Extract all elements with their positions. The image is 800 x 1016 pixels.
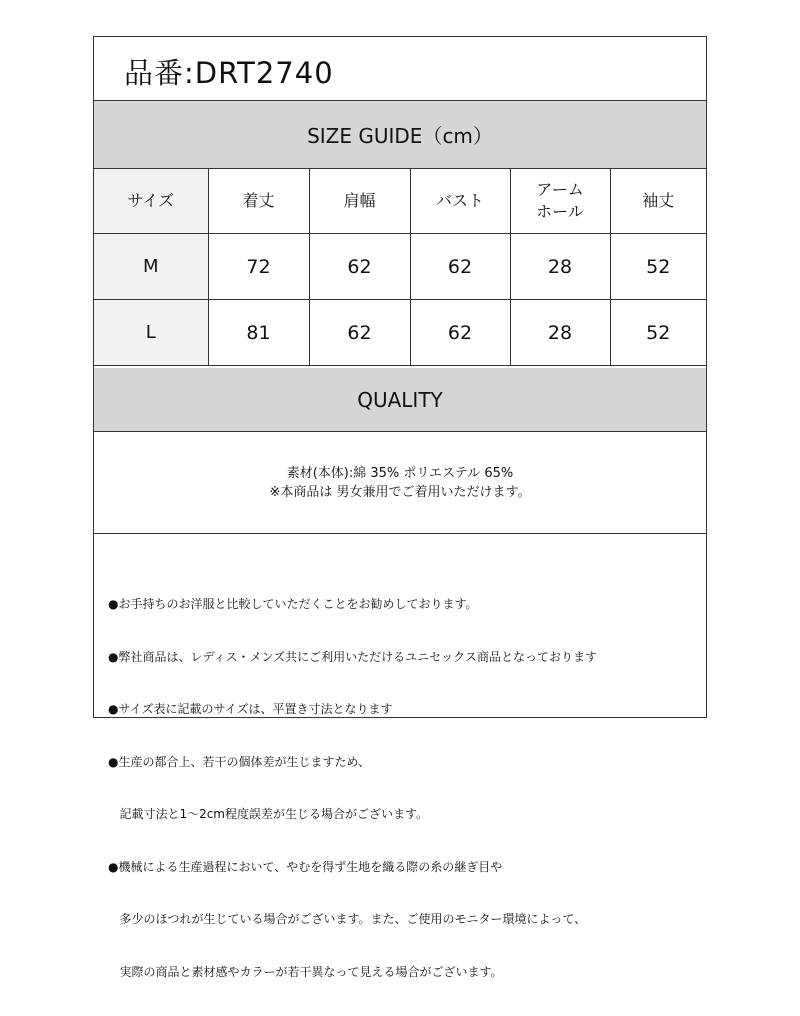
title-row — [94, 37, 706, 101]
size-label-cell: M — [94, 234, 208, 300]
size-table — [94, 169, 706, 366]
table-cell: 62 — [410, 234, 510, 300]
table-cell: 52 — [610, 300, 706, 366]
table-cell: 62 — [309, 234, 410, 300]
column-header: サイズ — [94, 169, 208, 234]
size-table-header-row — [94, 169, 706, 234]
size-spec-sheet — [93, 36, 707, 979]
product-code-title: 品番:DRT2740 — [124, 56, 334, 90]
note-line: 実際の商品と素材感やカラーが若干異なって見える場合がございます。 — [108, 964, 503, 979]
column-header: 肩幅 — [309, 169, 410, 234]
column-header: 袖丈 — [610, 169, 706, 234]
note-line: ●機械による生産過程において、やむを得ず生地を織る際の糸の継ぎ目や — [108, 859, 503, 874]
table-cell: 28 — [510, 300, 610, 366]
table-cell: 72 — [208, 234, 309, 300]
note-line: ●生産の都合上、若干の個体差が生じますため、 — [108, 754, 370, 769]
table-row — [94, 300, 706, 366]
note-line: 多少のほつれが生じている場合がございます。また、ご使用のモニター環境によって、 — [108, 912, 587, 926]
table-cell: 52 — [610, 234, 706, 300]
note-line: 記載寸法と1～2cm程度誤差が生じる場合がございます。 — [108, 807, 429, 821]
unisex-note: ※本商品は 男女兼用でご着用いただけます。 — [269, 484, 531, 500]
table-cell: 62 — [309, 300, 410, 366]
column-header: バスト — [410, 169, 510, 234]
table-row — [94, 234, 706, 300]
note-line: ●お手持ちのお洋服と比較していただくことをお勧めしております。 — [108, 597, 478, 611]
table-cell: 81 — [208, 300, 309, 366]
material-composition: 素材(本体):綿 35% ポリエステル 65% — [286, 465, 514, 481]
size-label-cell: L — [94, 300, 208, 366]
table-cell: 62 — [410, 300, 510, 366]
notes-list — [108, 561, 597, 1016]
column-header: アーム ホール — [510, 169, 610, 234]
material-section — [94, 432, 706, 534]
column-header: 着丈 — [208, 169, 309, 234]
table-cell: 28 — [510, 234, 610, 300]
quality-heading: QUALITY — [94, 368, 706, 432]
size-guide-heading: SIZE GUIDE（cm） — [94, 101, 706, 169]
note-line: ●弊社商品は、レディス・メンズ共にご利用いただけるユニセックス商品となっております — [108, 649, 598, 664]
note-line: ●サイズ表に記載のサイズは、平置き寸法となります — [108, 702, 393, 716]
